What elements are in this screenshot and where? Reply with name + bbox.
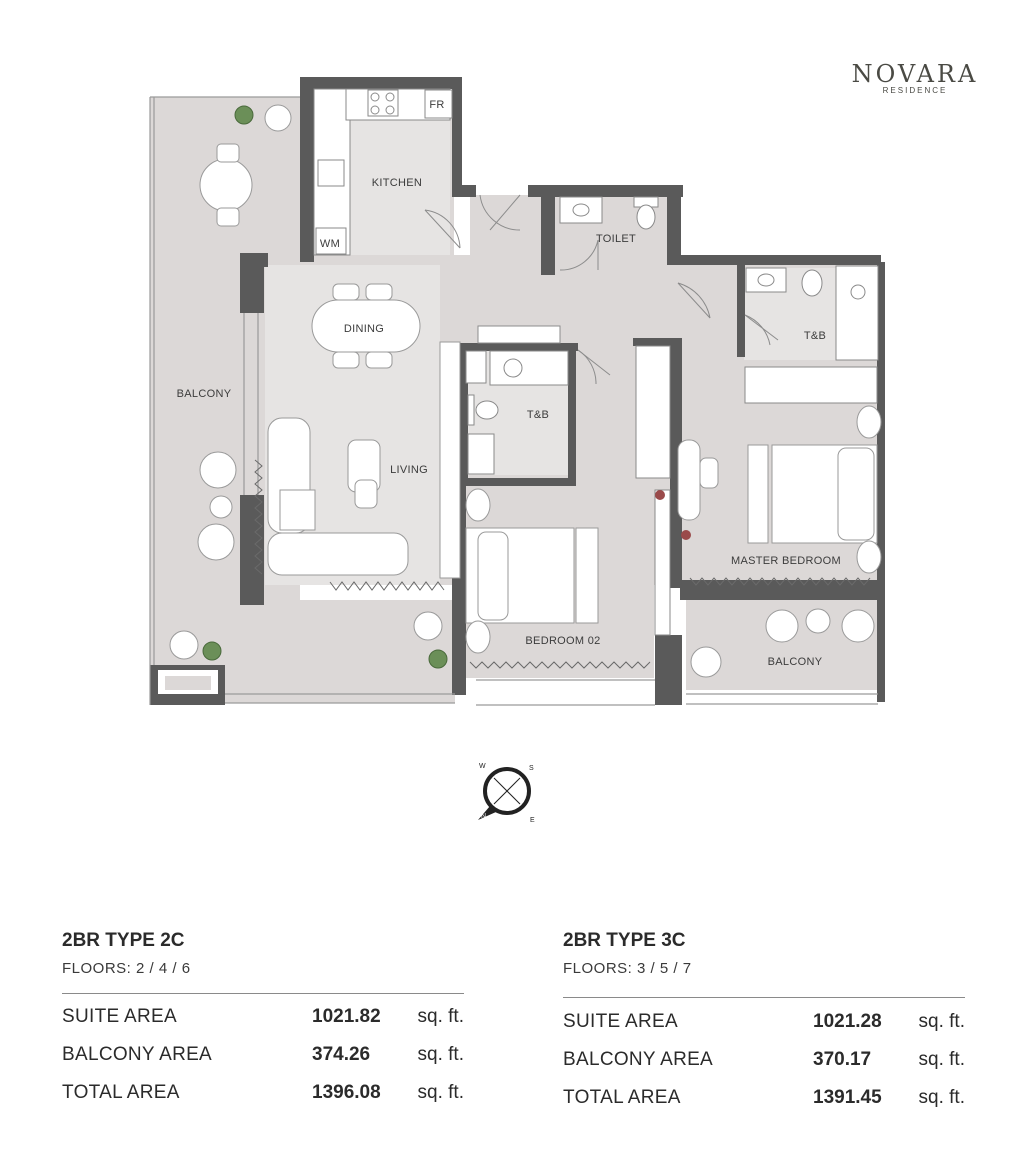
brand-subtitle: RESIDENCE bbox=[882, 86, 948, 95]
area-unit: sq. ft. bbox=[417, 1082, 464, 1103]
area-table-type-3c bbox=[563, 930, 965, 1125]
area-label: SUITE AREA bbox=[563, 1011, 678, 1032]
area-value: 1021.82 bbox=[312, 1006, 381, 1027]
area-value: 1021.28 bbox=[813, 1011, 882, 1032]
label-bedroom-02: BEDROOM 02 bbox=[525, 635, 601, 647]
area-label: SUITE AREA bbox=[62, 1006, 177, 1027]
label-fridge: FR bbox=[429, 99, 445, 111]
label-dining: DINING bbox=[343, 323, 385, 335]
area-row-total bbox=[563, 1087, 965, 1125]
unit-type-title: 2BR TYPE 3C bbox=[563, 930, 686, 951]
area-unit: sq. ft. bbox=[918, 1049, 965, 1070]
area-value: 1391.45 bbox=[813, 1087, 882, 1108]
area-unit: sq. ft. bbox=[918, 1011, 965, 1032]
label-balcony-left: BALCONY bbox=[176, 388, 232, 400]
unit-floors: FLOORS: 2 / 4 / 6 bbox=[62, 960, 191, 977]
compass-e: E bbox=[530, 817, 535, 824]
area-label: BALCONY AREA bbox=[62, 1044, 213, 1065]
area-row-balcony bbox=[563, 1049, 965, 1087]
area-value: 374.26 bbox=[312, 1044, 371, 1065]
area-unit: sq. ft. bbox=[918, 1087, 965, 1108]
area-row-suite bbox=[62, 1006, 464, 1044]
area-unit: sq. ft. bbox=[417, 1044, 464, 1065]
label-living: LIVING bbox=[390, 464, 428, 476]
label-balcony-right: BALCONY bbox=[767, 656, 823, 668]
area-row-total bbox=[62, 1082, 464, 1120]
area-value: 370.17 bbox=[813, 1049, 872, 1070]
compass-n: N bbox=[481, 813, 487, 820]
area-label: TOTAL AREA bbox=[62, 1082, 180, 1103]
brand-name: NOVARA bbox=[851, 60, 979, 88]
label-toilet: TOILET bbox=[595, 233, 637, 245]
compass-w: W bbox=[479, 763, 486, 770]
label-tb-2: T&B bbox=[803, 330, 827, 342]
label-tb-1: T&B bbox=[526, 409, 550, 421]
area-value: 1396.08 bbox=[312, 1082, 381, 1103]
area-label: TOTAL AREA bbox=[563, 1087, 681, 1108]
compass-icon bbox=[478, 763, 535, 824]
area-row-balcony bbox=[62, 1044, 464, 1082]
unit-floors: FLOORS: 3 / 5 / 7 bbox=[563, 960, 692, 977]
unit-type-title: 2BR TYPE 2C bbox=[62, 930, 185, 951]
label-kitchen: KITCHEN bbox=[371, 177, 423, 189]
label-washer: WM bbox=[319, 238, 341, 250]
area-unit: sq. ft. bbox=[417, 1006, 464, 1027]
area-row-suite bbox=[563, 1011, 965, 1049]
area-label: BALCONY AREA bbox=[563, 1049, 714, 1070]
label-master-bedroom: MASTER BEDROOM bbox=[731, 555, 841, 567]
compass-s: S bbox=[529, 765, 534, 772]
area-table-type-2c bbox=[62, 930, 464, 1120]
